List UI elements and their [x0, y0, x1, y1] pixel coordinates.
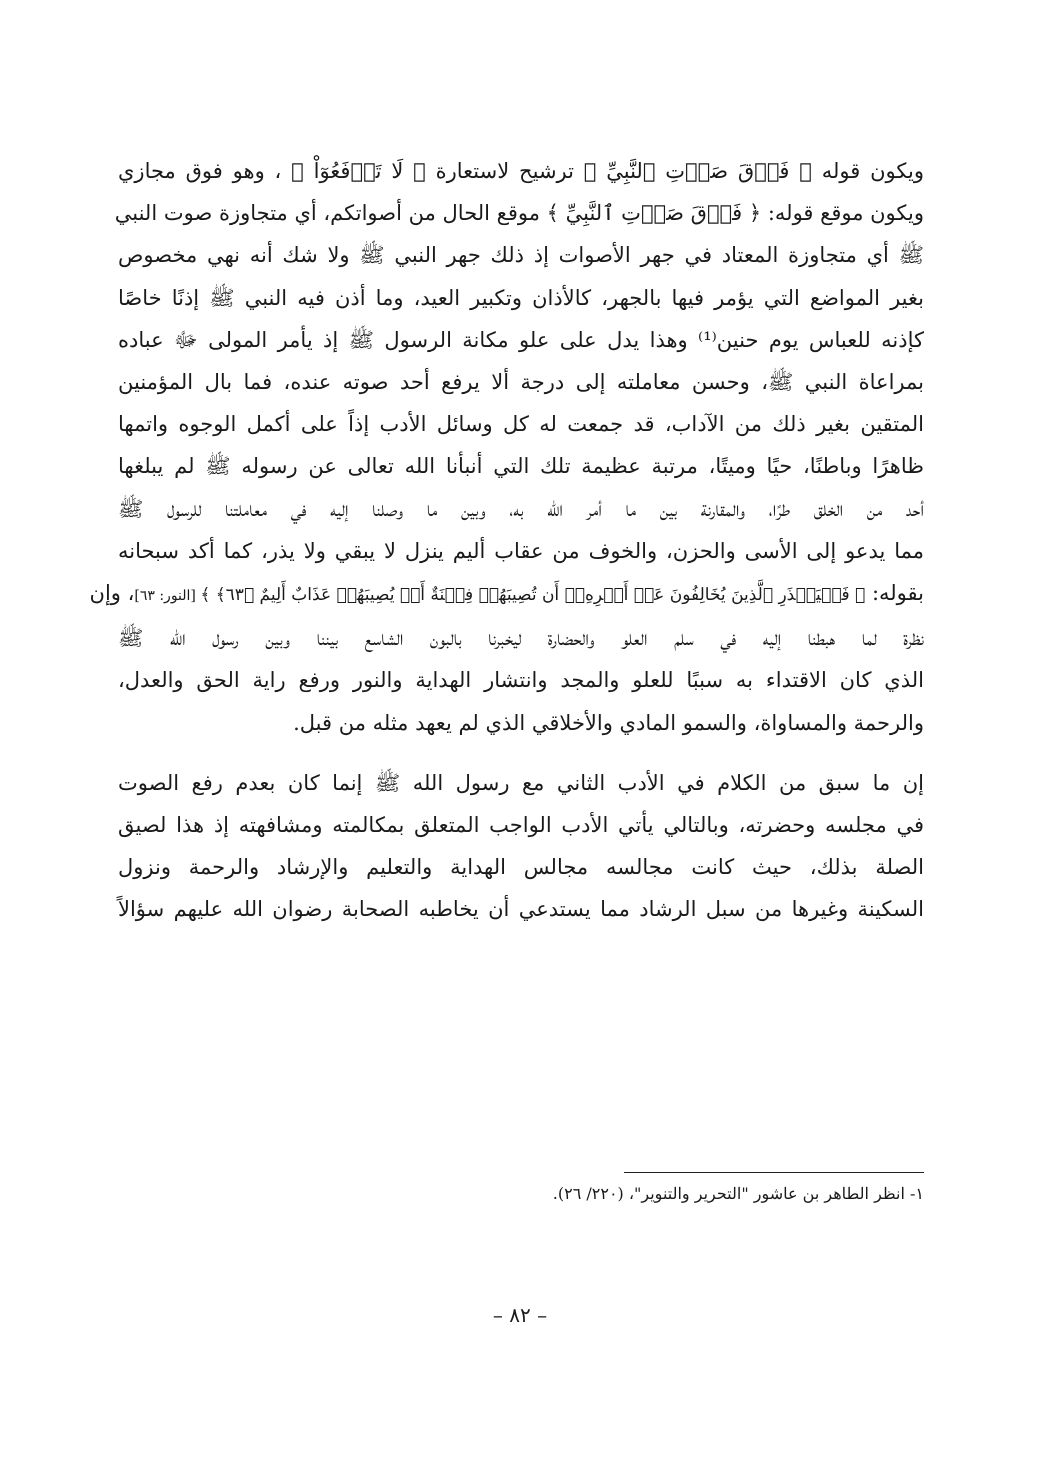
text-line: كإذنه للعباس يوم حنين⁽¹⁾ وهذا يدل على علو مكانة الرسول ﷺ إذ يأمر المولى ﷻ عباده: [118, 327, 924, 352]
verse-line: [89, 572, 924, 617]
footnote: ١- انظر الطاهر بن عاشور "التحرير والتنوير"، (٢٢٠/ ٢٦).: [552, 1184, 924, 1203]
footnote-separator: [624, 1172, 924, 1173]
text-line: إن ما سبق من الكلام في الأدب الثاني مع رسول الله ﷺ إنما كان بعدم رفع الصوت: [118, 770, 924, 795]
paragraph-1: [89, 150, 924, 744]
text-line: ويكون موقع قوله: ﴿ فَوۡقَ صَوۡتِ ٱلنَّبِيِّ ﴾ موقع الحال من أصواتكم، أي متجاوزة صوت النبي: [114, 201, 924, 226]
verse-intro: بقوله:: [865, 581, 924, 606]
page-number: – ٨٢ –: [492, 1303, 548, 1327]
text-line: في مجلسه وحضرته، وبالتالي يأتي الأدب الواجب المتعلق بمكالمته ومشافهته إذ هذا لصيق: [118, 813, 924, 838]
text-line: الذي كان الاقتداء به سببًا للعلو والمجد وانتشار الهداية والنور ورفع راية الحق والعدل،: [118, 668, 924, 693]
quran-verse: ﴿ فَلۡيَحۡذَرِ ٱلَّذِينَ يُخَالِفُونَ عَنۡ أَمۡرِهِۦٓ أَن تُصِيبَهُمۡ فِتۡنَةٌ أَوۡ يُصِيبَهُمۡ عَذَابٌ أَلِيمٌ ﴿٦٣﴾ ﴾: [200, 585, 866, 606]
verse-after: ، وإن: [89, 581, 135, 606]
text-line: أحد من الخلق طرًا، والمقارنة بين ما أمر الله به، وبين ما وصلنا إليه في معاملتنا للرسول ﷺ: [118, 496, 924, 521]
body-text: [89, 150, 924, 931]
text-line: ويكون قوله ﴿ فَوۡقَ صَوۡتِ ٱلنَّبِيِّ ﴾ ترشيح لاستعارة ﴿ لَا تَرۡفَعُوٓاْ ﴾ ، وهو فوق مجازي: [118, 159, 924, 183]
text-line: المتقين بغير ذلك من الآداب، قد جمعت له كل وسائل الأدب إذاً على أكمل الوجوه واتمها: [118, 412, 924, 437]
text-line: بغير المواضع التي يؤمر فيها بالجهر، كالأذان وتكبير العيد، وما أذن فيه النبي ﷺ إذنًا خاصًا: [118, 285, 924, 310]
text-line: ظاهرًا وباطنًا، حيًا وميتًا، مرتبة عظيمة تلك التي أنبأنا الله تعالى عن رسوله ﷺ لم يبلغها: [118, 454, 924, 479]
text-line: مما يدعو إلى الأسى والحزن، والخوف من عقاب أليم ينزل لا يبقي ولا يذر، كما أكد سبحانه: [118, 538, 924, 563]
text-line: نظرة لما هبطنا إليه في سلم العلو والحضارة ليخبرنا بالبون الشاسع بيننا وبين رسول الله ﷺ: [118, 626, 924, 651]
text-line: السكينة وغيرها من سبل الرشاد مما يستدعي أن يخاطبه الصحابة رضوان الله عليهم سؤالاً: [118, 897, 924, 922]
text-line: بمراعاة النبي ﷺ، وحسن معاملته إلى درجة ألا يرفع أحد صوته عنده، فما بال المؤمنين: [118, 370, 924, 395]
text-line: ﷺ أي متجاوزة المعتاد في جهر الأصوات إذ ذلك جهر النبي ﷺ ولا شك أنه نهي مخصوص: [118, 243, 924, 268]
paragraph-2: [118, 762, 924, 931]
text-line: والرحمة والمساواة، والسمو المادي والأخلاقي الذي لم يعهد مثله من قبل.: [293, 710, 924, 735]
verse-reference: [النور: ٦٣]: [134, 588, 201, 605]
text-line: الصلة بذلك، حيث كانت مجالسه مجالس الهداية والتعليم والإرشاد والرحمة ونزول: [118, 855, 924, 880]
